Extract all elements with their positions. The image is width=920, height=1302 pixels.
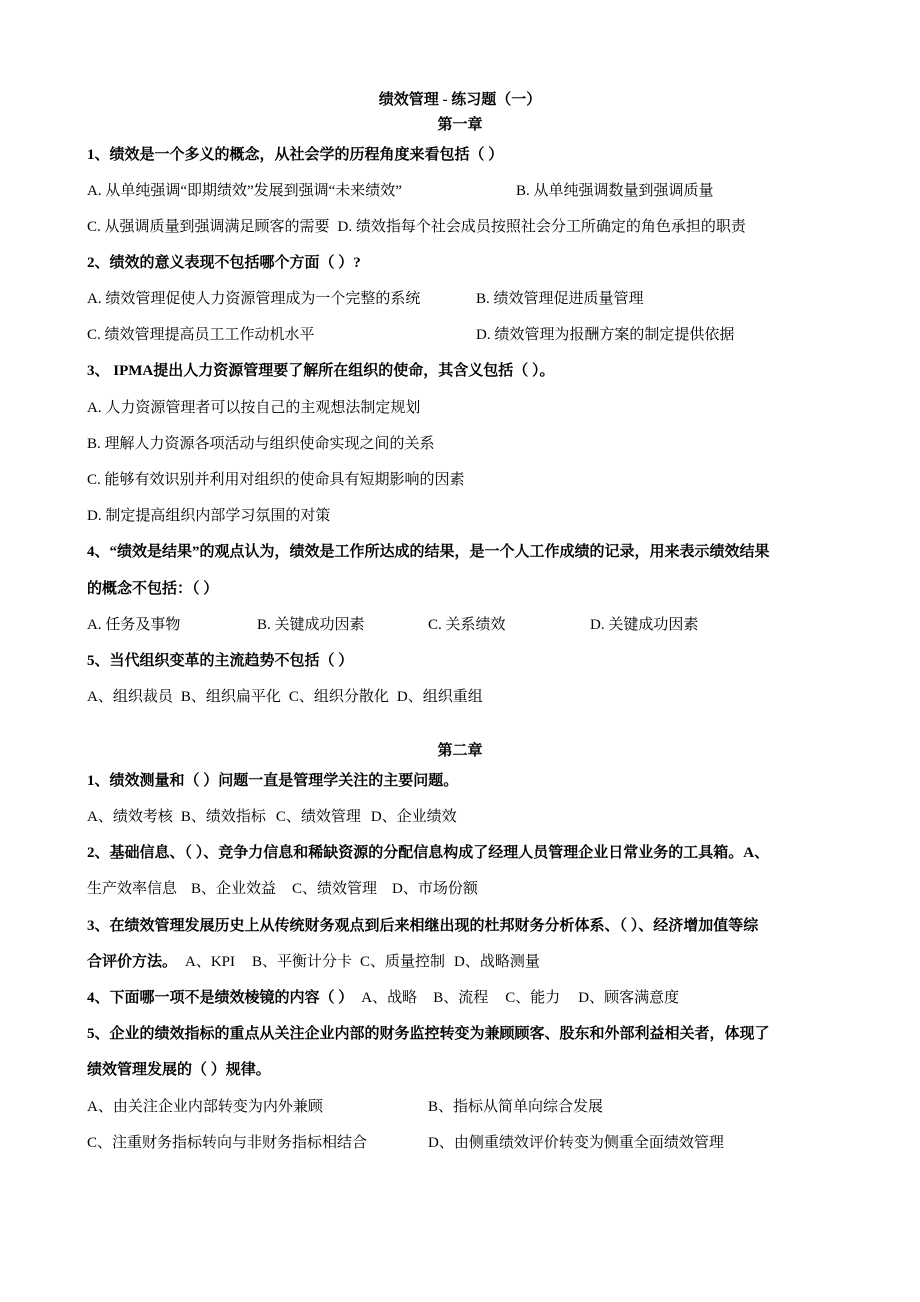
option-c: C、质量控制 xyxy=(360,954,446,970)
option-d: D、顾客满意度 xyxy=(578,990,680,1006)
option-b: B、指标从简单向综合发展 xyxy=(428,1099,604,1115)
question: 3、在绩效管理发展历史上从传统财务观点到后来相继出现的杜邦财务分析体系、（ ）、经济增加值等综 xyxy=(87,918,759,934)
option-d: D、由侧重绩效评价转变为侧重全面绩效管理 xyxy=(428,1135,724,1151)
option-c: C、注重财务指标转向与非财务指标相结合 xyxy=(87,1135,368,1151)
question: 4、“绩效是结果”的观点认为，绩效是工作所达成的结果，是一个人工作成绩的记录，用来表示绩效结果 xyxy=(87,544,770,560)
option-a: A、KPI xyxy=(185,954,236,970)
question: 2、基础信息、（ ）、竞争力信息和稀缺资源的分配信息构成了经理人员管理企业日常业务的工具箱。A、 xyxy=(87,845,770,861)
question-continued: 的概念不包括：（ ） xyxy=(87,581,219,597)
document-title: 绩效管理 - 练习题（一） xyxy=(378,92,542,108)
option-b: B. 理解人力资源各项活动与组织使命实现之间的关系 xyxy=(87,436,435,452)
option-b: B、平衡计分卡 xyxy=(252,954,353,970)
option-c: C. 关系绩效 xyxy=(428,617,506,633)
option-a: 生产效率信息 xyxy=(87,881,178,897)
option-c: C. 绩效管理提高员工工作动机水平 xyxy=(87,327,315,343)
options-row xyxy=(87,989,687,1007)
option-b: B. 关键成功因素 xyxy=(257,617,365,633)
option-d: D. 制定提高组织内部学习氛围的对策 xyxy=(87,508,331,524)
option-d: D、组织重组 xyxy=(396,689,483,705)
question: 2、绩效的意义表现不包括哪个方面（ ）? xyxy=(87,255,361,271)
question: 3、 IPMA提出人力资源管理要了解所在组织的使命，其含义包括（ ）。 xyxy=(87,363,555,379)
options-row xyxy=(87,1098,611,1116)
option-d: D. 绩效指每个社会成员按照社会分工所确定的角色承担的职责 xyxy=(337,219,746,235)
chapter-heading: 第二章 xyxy=(437,743,483,759)
options-row xyxy=(87,290,652,308)
option-a: A、绩效考核 xyxy=(87,809,173,825)
option-d: D、市场份额 xyxy=(392,881,478,897)
option-a: A、战略 xyxy=(361,990,418,1006)
option-c: C、绩效管理 xyxy=(292,881,378,897)
option-b: B、企业效益 xyxy=(191,881,277,897)
options-row xyxy=(87,880,486,898)
options-row xyxy=(87,808,465,826)
option-a: A. 任务及事物 xyxy=(87,617,181,633)
options-row xyxy=(87,616,706,634)
option-c: C、能力 xyxy=(505,990,561,1006)
options-row xyxy=(87,1134,732,1152)
option-c: C. 能够有效识别并利用对组织的使命具有短期影响的因素 xyxy=(87,472,465,488)
chapter-heading: 第一章 xyxy=(437,117,483,133)
question-continued: 合评价方法。 xyxy=(87,954,178,970)
option-d: D、战略测量 xyxy=(454,954,540,970)
question: 4、下面哪一项不是绩效棱镜的内容（ ） xyxy=(87,990,354,1006)
option-b: B、组织扁平化 xyxy=(180,689,281,705)
options-row xyxy=(87,182,722,200)
question: 5、当代组织变革的主流趋势不包括（ ） xyxy=(87,653,354,669)
option-d: D、企业绩效 xyxy=(370,809,457,825)
option-b: B. 从单纯强调数量到强调质量 xyxy=(516,183,714,199)
options-row xyxy=(87,688,491,706)
question: 1、绩效测量和（ ）问题一直是管理学关注的主要问题。 xyxy=(87,773,459,789)
option-b: B、流程 xyxy=(433,990,489,1006)
option-a: A. 人力资源管理者可以按自己的主观想法制定规划 xyxy=(87,400,421,416)
option-c: C. 从强调质量到强调满足顾客的需要 xyxy=(87,219,330,235)
option-a: A. 从单纯强调“即期绩效”发展到强调“未来绩效” xyxy=(87,183,402,199)
option-a: A、组织裁员 xyxy=(87,689,173,705)
option-c: C、绩效管理 xyxy=(275,809,361,825)
option-d: D. 绩效管理为报酬方案的制定提供依据 xyxy=(476,327,735,343)
options-row xyxy=(87,218,754,236)
question: 1、绩效是一个多义的概念，从社会学的历程角度来看包括（ ） xyxy=(87,147,504,163)
question: 5、企业的绩效指标的重点从关注企业内部的财务监控转变为兼顾顾客、股东和外部利益相关者，体现了 xyxy=(87,1026,770,1042)
option-d: D. 关键成功因素 xyxy=(590,617,699,633)
option-b: B. 绩效管理促进质量管理 xyxy=(476,291,644,307)
options-row xyxy=(87,326,742,344)
option-a: A、由关注企业内部转变为内外兼顾 xyxy=(87,1099,323,1115)
question-continued: 绩效管理发展的（ ）规律。 xyxy=(87,1062,271,1078)
option-a: A. 绩效管理促使人力资源管理成为一个完整的系统 xyxy=(87,291,421,307)
option-b: B、绩效指标 xyxy=(180,809,266,825)
options-row xyxy=(87,953,548,971)
option-c: C、组织分散化 xyxy=(288,689,389,705)
